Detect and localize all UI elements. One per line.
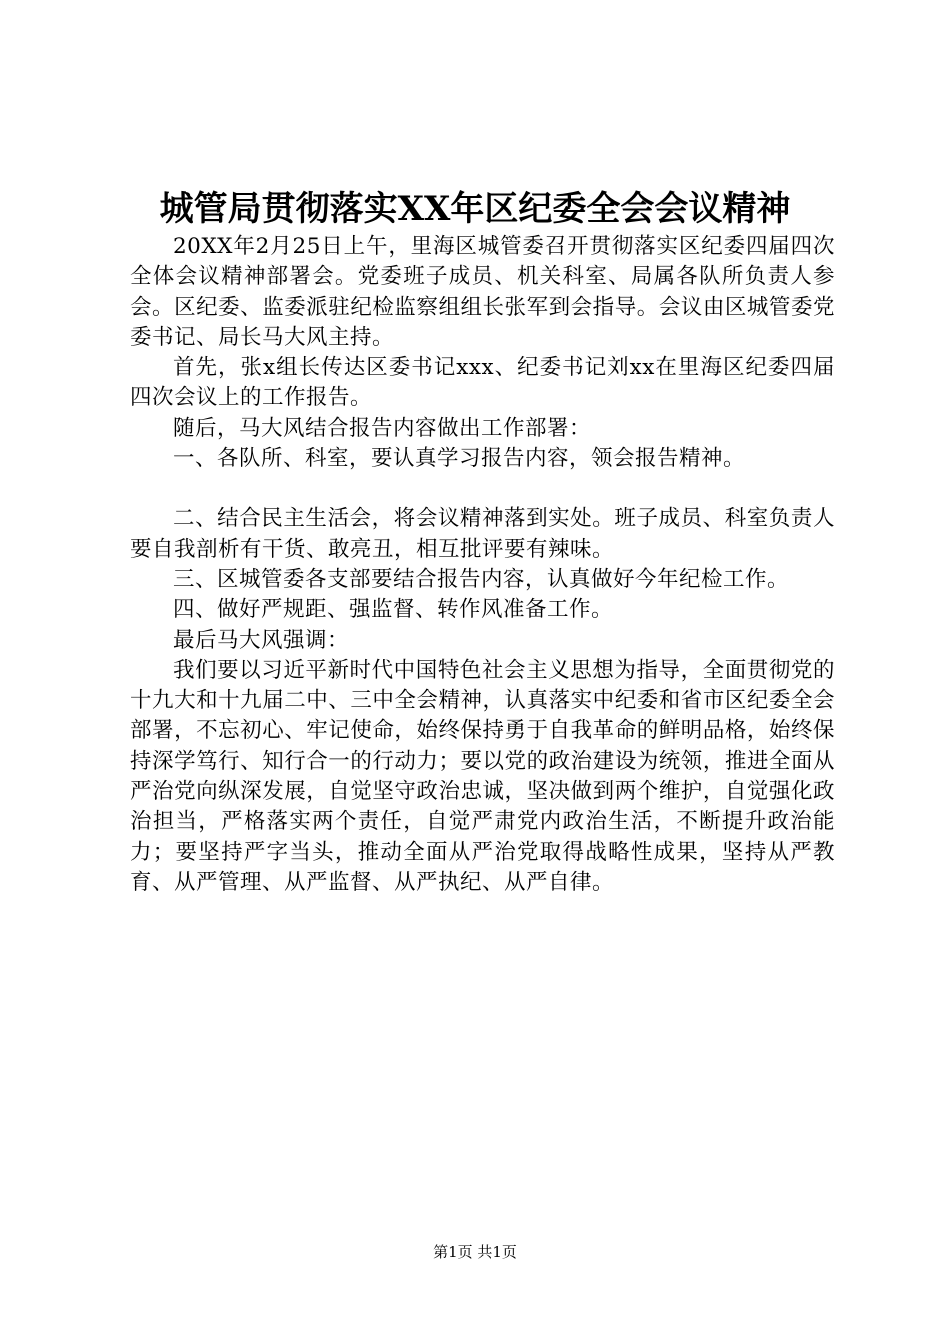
paragraph-emphasis-intro: 最后马大风强调： <box>173 627 350 653</box>
paragraph-item-three: 三、区城管委各支部要结合报告内容，认真做好今年纪检工作。 <box>173 566 790 592</box>
document-title: 城管局贯彻落实XX年区纪委全会会议精神 <box>159 189 791 229</box>
paragraph-emphasis-body: 我们要以习近平新时代中国特色社会主义思想为指导，全面贯彻党的十九大和十九届二中、三中全会精神，认真落实中纪委和省市区纪委全会部署，不忘初心、牢记使命，始终保持勇于自我革命的鲜明品格，始终保持深学笃行、知行合一的行动力；要以党的政治建设为统领，推进全面从严治党向纵深发展，自觉坚守政治忠诚，坚决做到两个维护，自觉强化政治担当，严格落实两个责任，自觉严肃党内政治生活，不断提升政治能力；要坚持严字当头，推动全面从严治党取得战略性成果，坚持从严教育、从严管理、从严监督、从严执纪、从严自律。 <box>130 657 835 895</box>
paragraph-report-relay: 首先，张x组长传达区委书记xxx、纪委书记刘xx在里海区纪委四届四次会议上的工作报告。 <box>130 355 835 411</box>
document-body <box>130 232 835 898</box>
paragraph-item-one: 一、各队所、科室，要认真学习报告内容，领会报告精神。 <box>173 446 746 472</box>
paragraph-item-four: 四、做好严规距、强监督、转作风准备工作。 <box>173 597 614 623</box>
paragraph-meeting-intro: 20XX年2月25日上午，里海区城管委召开贯彻落实区纪委四届四次全体会议精神部署会。党委班子成员、机关科室、局属各队所负责人参会。区纪委、监委派驻纪检监察组组长张军到会指导。会议由区城管委党委书记、局长马大风主持。 <box>130 234 835 350</box>
page-footer: 第1页 共1页 <box>433 1243 517 1261</box>
paragraph-work-deployment: 随后，马大风结合报告内容做出工作部署： <box>173 415 592 441</box>
paragraph-item-two: 二、结合民主生活会，将会议精神落到实处。班子成员、科室负责人要自我剖析有干货、敢亮丑，相互批评要有辣味。 <box>130 506 835 562</box>
paragraph-spacer <box>130 474 835 504</box>
